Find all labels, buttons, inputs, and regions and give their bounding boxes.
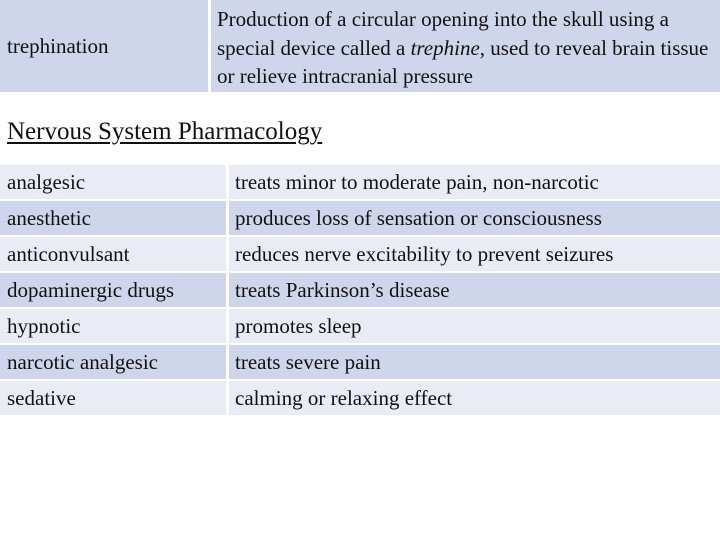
drug-description: produces loss of sensation or consciousness — [229, 201, 720, 235]
table-row — [0, 165, 720, 201]
definition-italic-term: trephine — [410, 35, 480, 60]
drug-description: promotes sleep — [229, 309, 720, 343]
drug-description: calming or relaxing effect — [229, 381, 720, 415]
drug-term: analgesic — [0, 165, 226, 199]
drug-description: treats minor to moderate pain, non-narcotic — [229, 165, 720, 199]
drug-description: reduces nerve excitability to prevent seizures — [229, 237, 720, 271]
section-title: Nervous System Pharmacology — [7, 118, 323, 145]
table-row — [0, 309, 720, 345]
drug-term: narcotic analgesic — [0, 345, 226, 379]
term-cell — [0, 0, 208, 92]
definition-text-end: , used to reveal brain tissue or relieve intracranial pressure — [217, 35, 709, 88]
table-row — [0, 381, 720, 417]
drug-term: dopaminergic drugs — [0, 273, 226, 307]
drug-term: sedative — [0, 381, 226, 415]
drug-term: hypnotic — [0, 309, 226, 343]
table-row — [0, 273, 720, 309]
table-row — [0, 237, 720, 273]
table-row — [0, 201, 720, 237]
drug-description: treats severe pain — [229, 345, 720, 379]
definition-text-start: Production of a circular opening into the skull using a special device called a — [217, 7, 669, 60]
term-text: trephination — [7, 33, 109, 58]
trephination-table — [0, 0, 720, 92]
drug-term: anesthetic — [0, 201, 226, 235]
drug-term: anticonvulsant — [0, 237, 226, 271]
pharmacology-table — [0, 165, 720, 417]
table-row — [0, 345, 720, 381]
drug-description: treats Parkinson’s disease — [229, 273, 720, 307]
definition-cell — [211, 0, 720, 92]
